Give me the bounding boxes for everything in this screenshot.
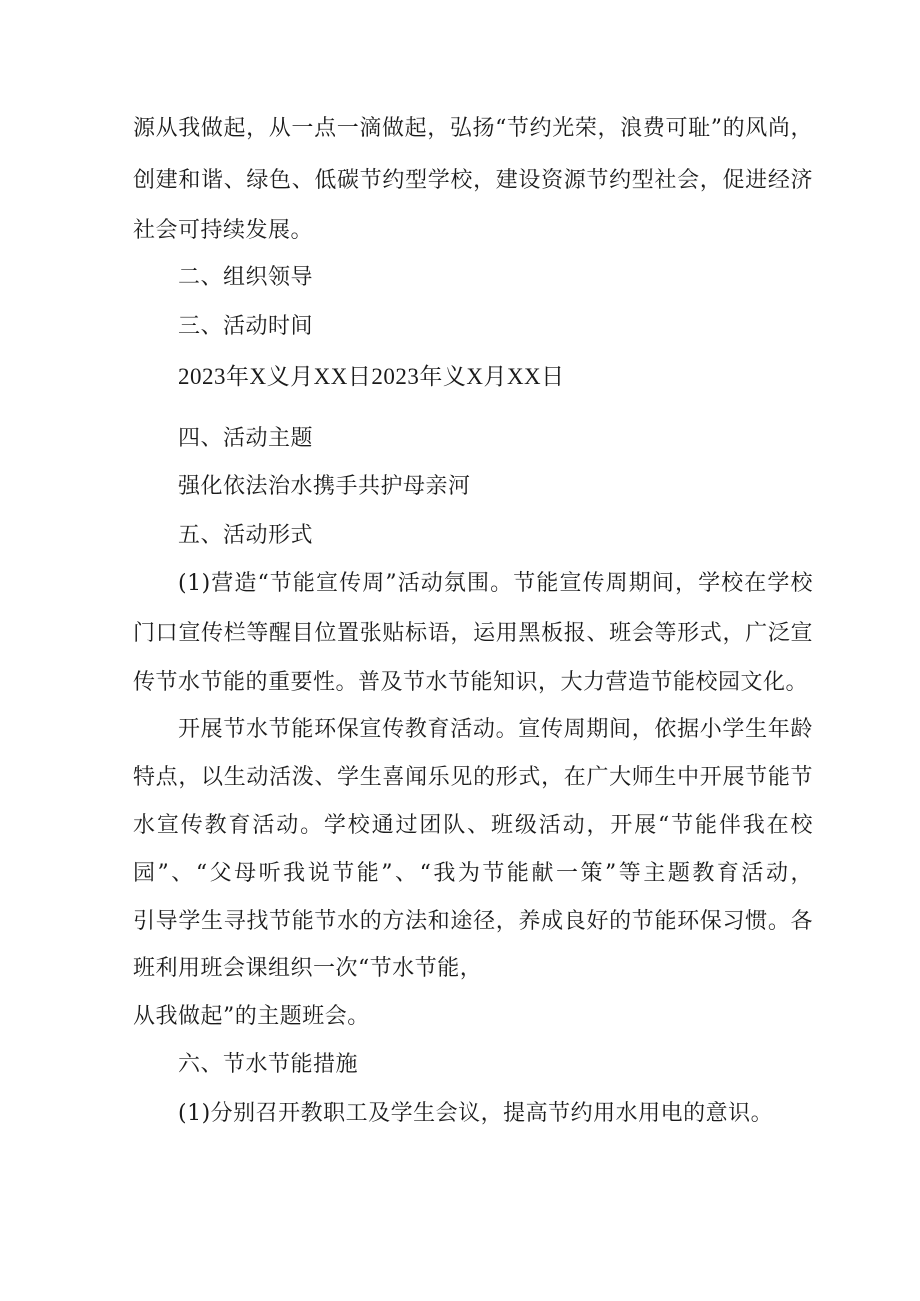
paragraph-line: 社会可持续发展。 <box>133 218 314 243</box>
paragraph-line: 特点，以生动活泼、学生喜闻乐见的形式，在广大师生中开展节能节 <box>133 765 813 790</box>
paragraph-line: 班利用班会课组织一次“节水节能， <box>133 956 483 981</box>
paragraph-line: (1)营造“节能宣传周”活动氛围。节能宣传周期间，学校在学校 <box>178 571 813 596</box>
paragraph-line: 从我做起”的主题班会。 <box>133 1004 370 1029</box>
section-heading-activity-theme: 四、活动主题 <box>178 426 314 451</box>
activity-date-range: 2023年X义月XX日2023年义X月XX日 <box>178 364 565 389</box>
paragraph-line: 开展节水节能环保宣传教育活动。宣传周期间，依据小学生年龄 <box>178 717 813 742</box>
paragraph-line: 源从我做起，从一点一滴做起，弘扬“节约光荣，浪费可耻”的风尚， <box>133 116 813 141</box>
paragraph-line: 园”、“父母听我说节能”、“我为节能献一策”等主题教育活动， <box>133 861 813 886</box>
section-heading-activity-time: 三、活动时间 <box>178 314 314 339</box>
section-heading-activity-form: 五、活动形式 <box>178 523 314 548</box>
section-heading-measures: 六、节水节能措施 <box>178 1052 359 1077</box>
paragraph-line: 传节水节能的重要性。普及节水节能知识，大力营造节能校园文化。 <box>133 670 809 695</box>
section-heading-organization: 二、组织领导 <box>178 265 314 290</box>
paragraph-line: 门口宣传栏等醒目位置张贴标语，运用黑板报、班会等形式，广泛宣 <box>133 621 813 646</box>
paragraph-line: 引导学生寻找节能节水的方法和途径，养成良好的节能环保习惯。各 <box>133 909 813 934</box>
paragraph-line: 水宣传教育活动。学校通过团队、班级活动，开展“节能伴我在校 <box>133 813 813 838</box>
paragraph-line: (1)分别召开教职工及学生会议，提高节约用水用电的意识。 <box>178 1101 774 1126</box>
paragraph-line: 创建和谐、绿色、低碳节约型学校，建设资源节约型社会，促进经济 <box>133 168 813 193</box>
activity-theme-text: 强化依法治水携手共护母亲河 <box>178 474 471 499</box>
